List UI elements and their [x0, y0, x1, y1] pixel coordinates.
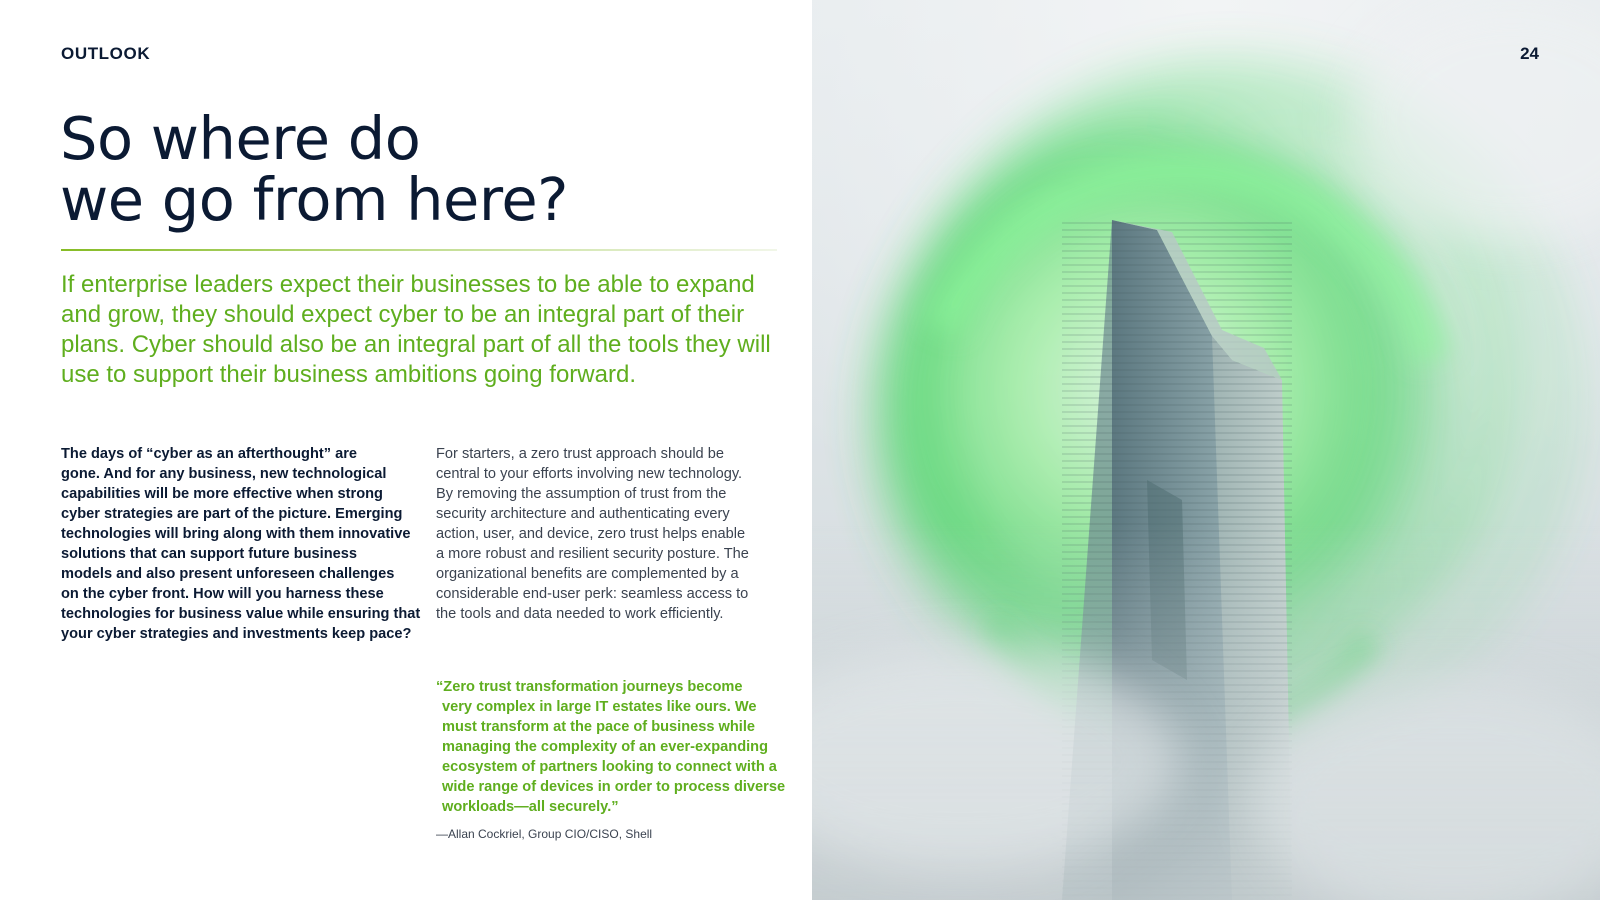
lead-line: If enterprise leaders expect their businesses to be able to expand [61, 271, 755, 298]
body-line: technologies for business value while ensuring that [61, 606, 421, 622]
body-line: By removing the assumption of trust from the [436, 486, 727, 502]
lead-line: use to support their business ambitions going forward. [61, 361, 636, 388]
title-line-1: So where do [60, 104, 421, 173]
lead-line: and grow, they should expect cyber to be an integral part of their [61, 301, 745, 328]
body-line: the tools and data needed to work efficiently. [436, 606, 724, 622]
pull-quote [436, 677, 786, 817]
body-line: organizational benefits are complemented by a [436, 566, 739, 582]
title-divider [61, 249, 777, 251]
body-line: security architecture and authenticating every [436, 506, 730, 522]
body-left-column [61, 444, 421, 644]
lead-line: plans. Cyber should also be an integral part of all the tools they will [61, 331, 771, 358]
quote-attribution: —Allan Cockriel, Group CIO/CISO, Shell [436, 827, 653, 841]
quote-line: managing the complexity of an ever-expanding [442, 739, 768, 755]
quote-line: must transform at the pace of business while [442, 719, 756, 735]
body-line: gone. And for any business, new technological [61, 466, 387, 482]
body-line: your cyber strategies and investments keep pace? [61, 626, 412, 642]
body-line: The days of “cyber as an afterthought” are [61, 446, 358, 462]
title-line-2: we go from here? [60, 165, 568, 234]
body-line: solutions that can support future business [61, 546, 357, 562]
body-line: considerable end-user perk: seamless access to [436, 586, 749, 602]
quote-line: ecosystem of partners looking to connect with a [442, 759, 777, 775]
body-line: models and also present unforeseen challenges [61, 566, 395, 582]
section-label: OUTLOOK [61, 44, 151, 63]
body-line: central to your efforts involving new technology. [436, 466, 743, 482]
quote-line: workloads—all securely.” [442, 799, 619, 815]
page-number: 24 [1520, 44, 1539, 63]
body-line: a more robust and resilient security posture. The [436, 546, 749, 562]
quote-line: very complex in large IT estates like ours. We [442, 699, 757, 715]
body-line: action, user, and device, zero trust helps enable [436, 526, 746, 542]
quote-line: “Zero trust transformation journeys become [436, 679, 743, 695]
skyscraper-illustration [812, 0, 1600, 900]
body-right-column [436, 444, 781, 624]
page-title [60, 104, 780, 234]
quote-line: wide range of devices in order to process diverse [442, 779, 786, 795]
body-line: cyber strategies are part of the picture. Emerging [61, 506, 403, 522]
lead-paragraph [61, 270, 781, 390]
body-line: For starters, a zero trust approach should be [436, 446, 724, 462]
body-line: on the cyber front. How will you harness these [61, 586, 384, 602]
body-line: capabilities will be more effective when strong [61, 486, 383, 502]
hero-image [812, 0, 1600, 900]
body-line: technologies will bring along with them innovative [61, 526, 411, 542]
